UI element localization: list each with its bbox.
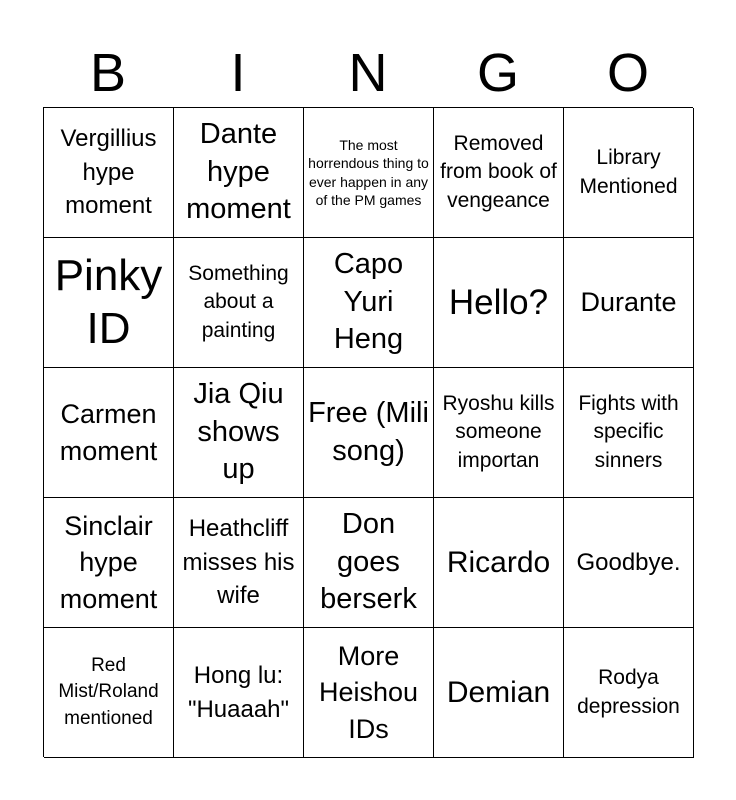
bingo-cell[interactable]: Sinclair hype moment (44, 498, 174, 628)
bingo-cell[interactable]: Carmen moment (44, 368, 174, 498)
bingo-cell[interactable]: Rodya depression (564, 628, 694, 758)
bingo-cell[interactable]: Library Mentioned (564, 108, 694, 238)
bingo-cell[interactable]: Hong lu: "Huaaah" (174, 628, 304, 758)
bingo-cell[interactable]: Ryoshu kills someone importan (434, 368, 564, 498)
bingo-cell[interactable]: Free (Mili song) (304, 368, 434, 498)
bingo-cell[interactable]: Capo Yuri Heng (304, 238, 434, 368)
bingo-cell[interactable]: Removed from book of vengeance (434, 108, 564, 238)
header-letter-i: I (230, 43, 246, 103)
bingo-cell[interactable]: The most horrendous thing to ever happen in any of the PM games (304, 108, 434, 238)
bingo-cell[interactable]: Demian (434, 628, 564, 758)
bingo-cell[interactable]: Durante (564, 238, 694, 368)
header-letter-b: B (89, 43, 127, 103)
bingo-cell[interactable]: Jia Qiu shows up (174, 368, 304, 498)
bingo-cell[interactable]: Goodbye. (564, 498, 694, 628)
bingo-cell[interactable]: Ricardo (434, 498, 564, 628)
bingo-cell[interactable]: Fights with specific sinners (564, 368, 694, 498)
bingo-cell[interactable]: Don goes berserk (304, 498, 434, 628)
header-letter-n: N (348, 43, 388, 103)
bingo-cell[interactable]: Hello? (434, 238, 564, 368)
bingo-grid (43, 107, 693, 757)
bingo-cell[interactable]: Red Mist/Roland mentioned (44, 628, 174, 758)
bingo-cell[interactable]: Something about a painting (174, 238, 304, 368)
bingo-cell[interactable]: Vergillius hype moment (44, 108, 174, 238)
bingo-cell[interactable]: Pinky ID (44, 238, 174, 368)
bingo-cell[interactable]: More Heishou IDs (304, 628, 434, 758)
bingo-header (43, 40, 693, 106)
header-letter-g: G (476, 43, 519, 103)
header-letter-o: O (606, 43, 649, 103)
bingo-cell[interactable]: Heathcliff misses his wife (174, 498, 304, 628)
bingo-cell[interactable]: Dante hype moment (174, 108, 304, 238)
